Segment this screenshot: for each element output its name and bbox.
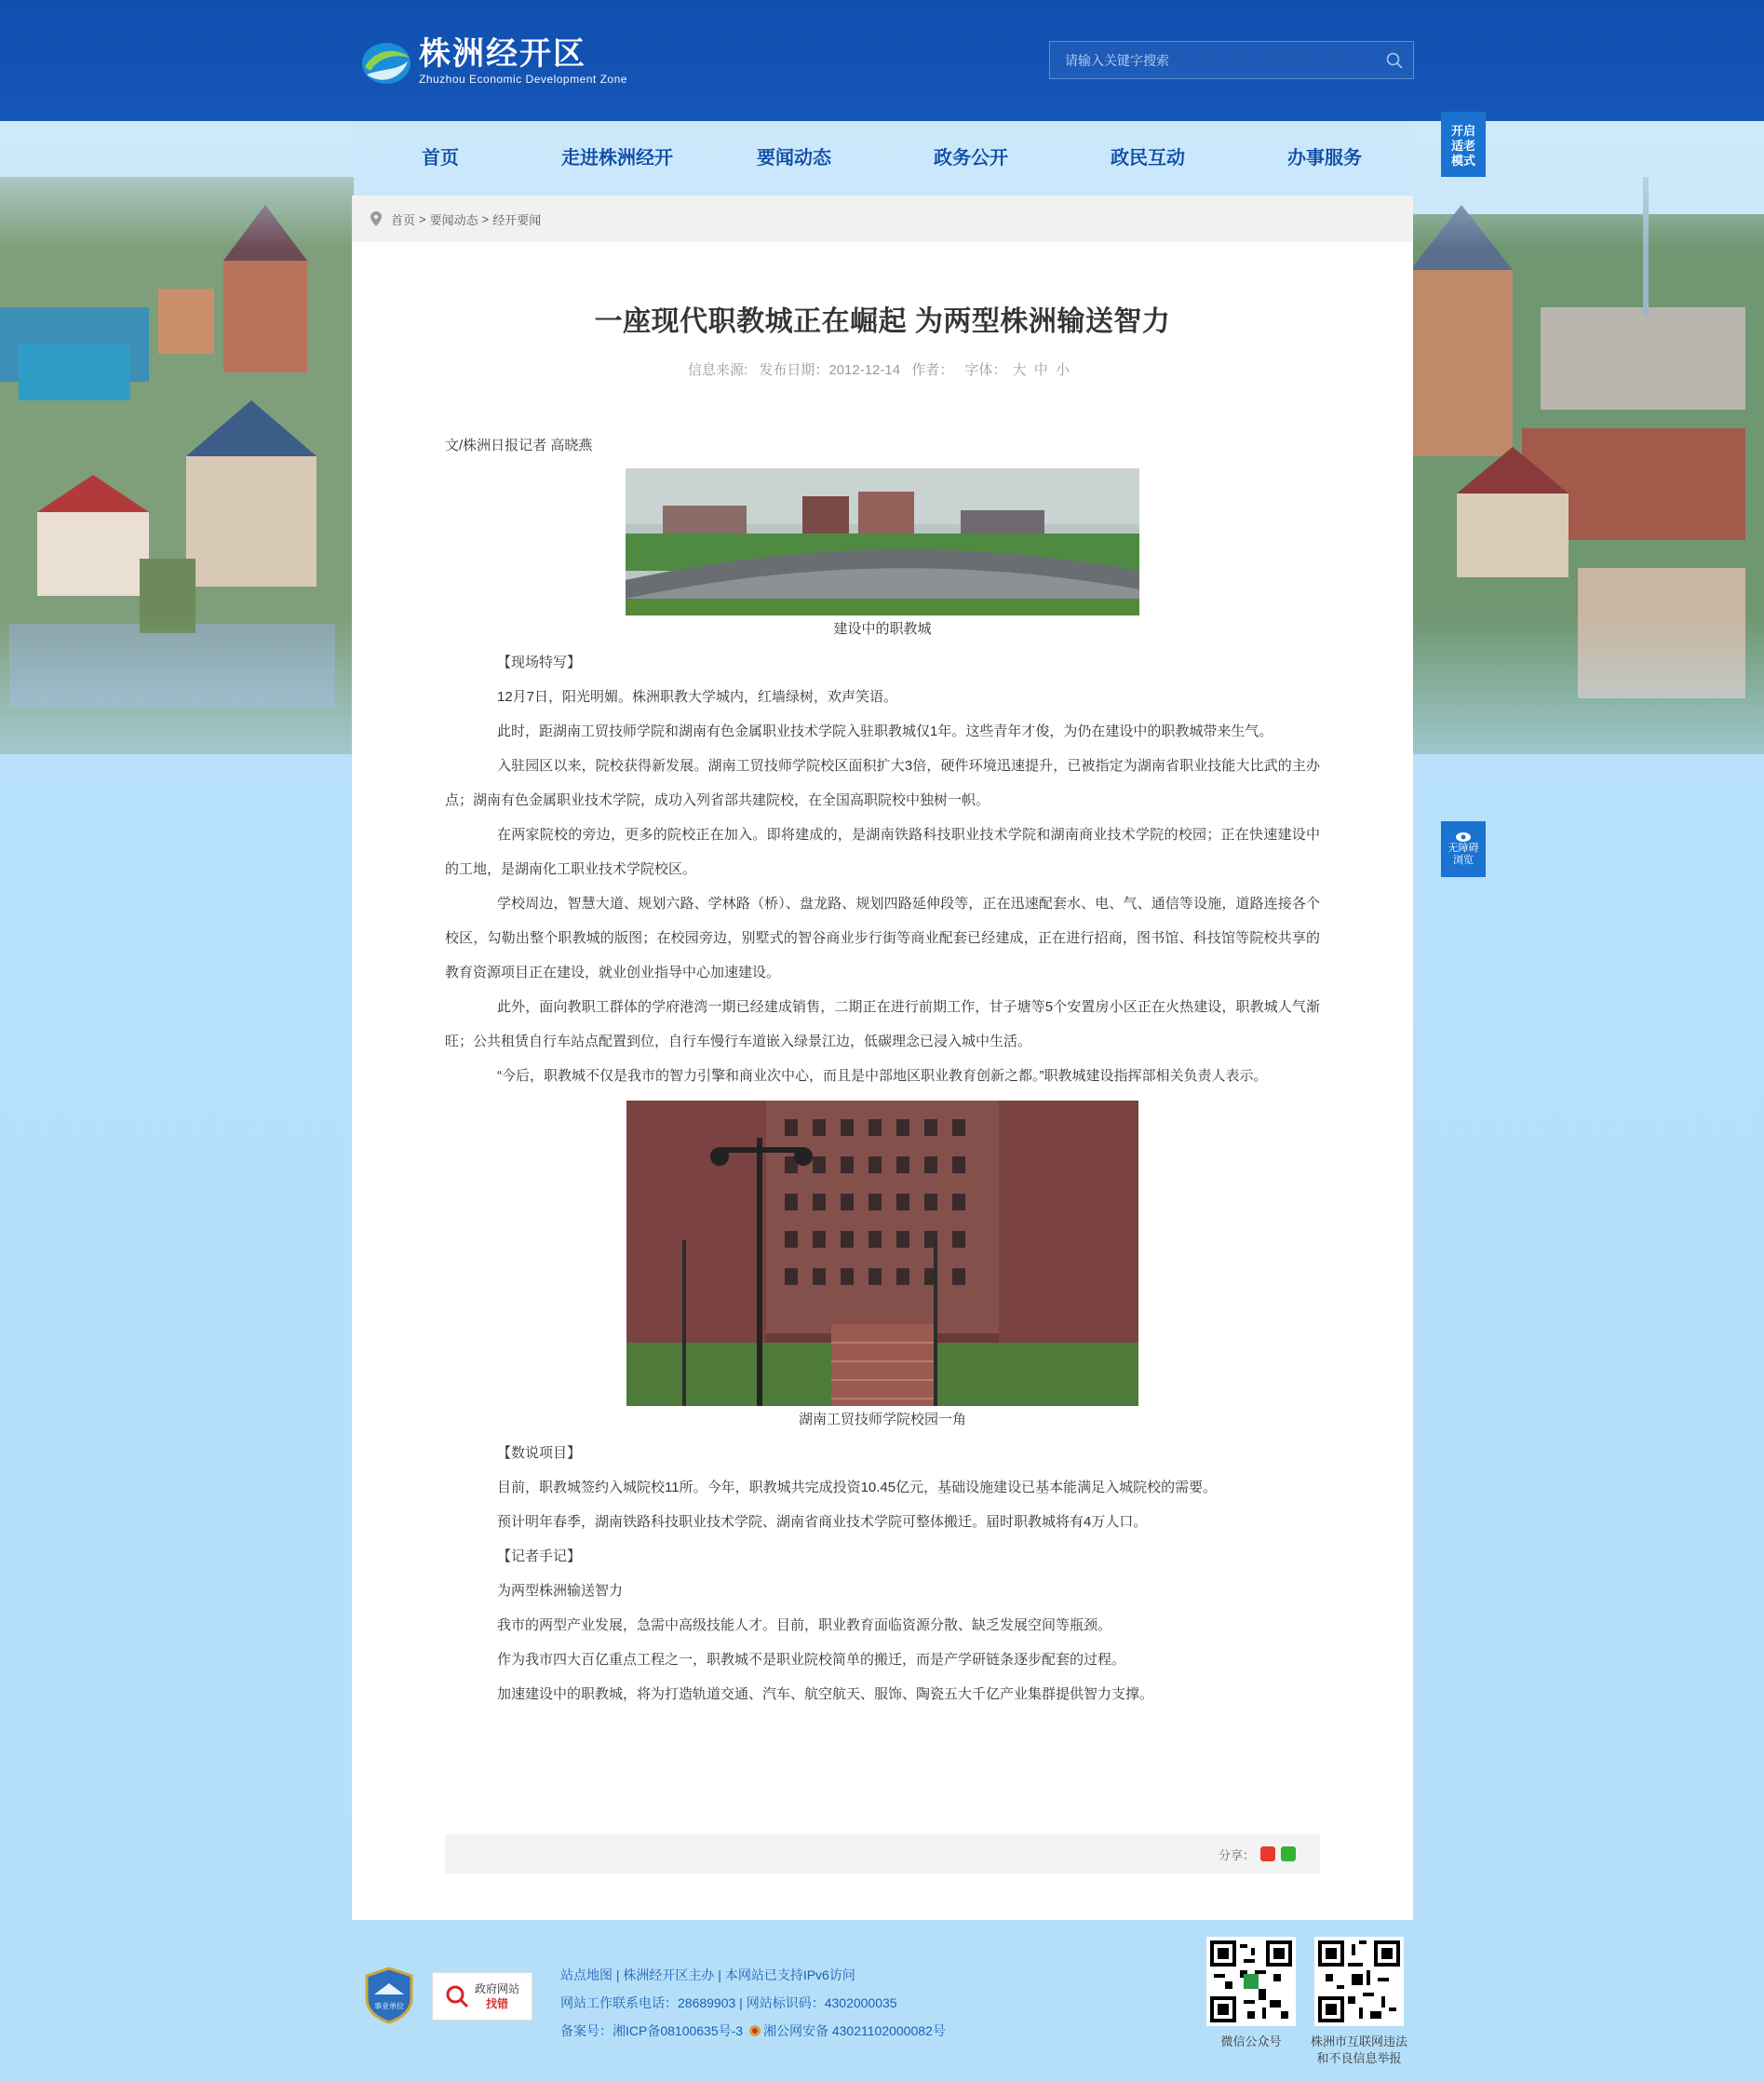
report-qr-code xyxy=(1314,1937,1404,2026)
breadcrumb xyxy=(352,196,1413,242)
paragraph: 预计明年春季，湖南铁路科技职业技术学院、湖南省商业技术学院可整体搬迁。届时职教城将有4万人口。 xyxy=(497,1514,1148,1530)
police-emblem-icon xyxy=(748,2024,761,2037)
article-panel xyxy=(352,196,1413,1920)
footer-contact-row: 网站工作联系电话：28689903 | 网站标识码：4302000035 xyxy=(560,1995,897,2010)
police-record[interactable]: 湘公网安备 43021102000082号 xyxy=(762,2023,946,2038)
article-byline: 文/株洲日报记者 高晓燕 xyxy=(445,438,593,453)
nav-news[interactable]: 要闻动态 xyxy=(757,148,831,169)
paragraph: 【记者手记】 xyxy=(497,1548,582,1564)
nav-about[interactable]: 走进株洲经开 xyxy=(561,148,673,169)
accessibility-button[interactable] xyxy=(1441,821,1486,877)
figure-2 xyxy=(445,1101,1320,1434)
paragraph: 【数说项目】 xyxy=(497,1445,582,1461)
paragraph: 学校周边，智慧大道、规划六路、学林路（桥）、盘龙路、规划四路延伸段等，正在迅速配套水、电、气、通信等设施，道路连接各个校区，勾勒出整个职教城的版图；在校园旁边，别墅式的智谷商业步行街等商业配套已经建成，正在进行招商，图书馆、科技馆等院校共享的教育资源项目正在建设，就业创业指导中心加速建设。 xyxy=(445,896,1320,980)
main-nav xyxy=(352,138,1413,179)
paragraph: 此外，面向教职工群体的学府港湾一期已经建成销售，二期正在进行前期工作，甘子塘等5个安置房小区正在火热建设，职教城人气渐旺；公共租赁自行车站点配置到位，自行车慢行车道嵌入绿景江边，低碳理念已浸入城中生活。 xyxy=(445,999,1320,1049)
paragraph: 入驻园区以来，院校获得新发展。湖南工贸技师学院校区面积扩大3倍，硬件环境迅速提升，已被指定为湖南省职业技能大比武的主办点；湖南有色金属职业技术学院，成功入列省部共建院校，在全国高职院校中独树一帜。 xyxy=(445,758,1320,808)
weibo-share-icon[interactable] xyxy=(1260,1846,1275,1861)
location-pin-icon xyxy=(370,211,382,226)
site-logo[interactable] xyxy=(359,34,627,89)
badge1-text: 事业单位 xyxy=(374,2002,404,2010)
scenery-left-image xyxy=(0,121,354,829)
breadcrumb-home[interactable]: 首页 xyxy=(391,212,416,227)
figure-1-caption: 建设中的职教城 xyxy=(833,621,932,637)
footer-info xyxy=(560,1961,946,2045)
paragraph: 在两家院校的旁边，更多的院校正在加入。即将建成的，是湖南铁路科技职业技术学院和湖南商业技术学院的校园；正在快速建设中的工地，是湖南化工职业技术学院校区。 xyxy=(445,827,1320,877)
figure-2-caption: 湖南工贸技师学院校园一角 xyxy=(798,1412,966,1427)
font-size-medium[interactable]: 中 xyxy=(1033,362,1048,378)
report-qr-label xyxy=(1299,2034,1419,2067)
site-footer xyxy=(0,1920,1764,2082)
eye-icon xyxy=(1455,831,1472,843)
breadcrumb-separator: > xyxy=(419,211,426,226)
elder-mode-label-3: 模式 xyxy=(1450,154,1475,168)
paragraph: 我市的两型产业发展，急需中高级技能人才。目前，职业教育面临资源分散、缺乏发展空间等瓶颈。 xyxy=(497,1617,1112,1633)
meta-source: 信息来源: xyxy=(687,362,748,378)
search-box xyxy=(1049,41,1414,79)
footer-record-row xyxy=(560,2017,946,2045)
paragraph: 为两型株洲输送智力 xyxy=(497,1583,624,1599)
meta-date: 发布日期：2012-12-14 xyxy=(759,362,901,378)
logo-english-name: Zhuzhou Economic Development Zone xyxy=(419,73,627,86)
search-input[interactable] xyxy=(1050,42,1376,78)
article-body xyxy=(445,428,1320,1711)
paragraph: “今后，职教城不仅是我市的智力引擎和商业次中心，而且是中部地区职业教育创新之都。”职教城建设指挥部相关负责人表示。 xyxy=(497,1068,1268,1084)
meta-font-label: 字体： xyxy=(964,362,1007,378)
vocational-city-photo xyxy=(626,468,1139,615)
paragraph: 作为我市四大百亿重点工程之一，职教城不是职业院校简单的搬迁，而是产学研链条逐步配套的过程。 xyxy=(497,1652,1126,1668)
report-qr-label-line1: 株洲市互联网违法 xyxy=(1310,2035,1407,2048)
wechat-qr-code xyxy=(1206,1937,1296,2026)
logo-chinese-name: 株洲经开区 xyxy=(419,36,586,72)
site-header xyxy=(0,0,1764,121)
share-bar xyxy=(445,1834,1320,1873)
badge2-line2: 找错 xyxy=(485,1997,508,2010)
nav-services[interactable]: 办事服务 xyxy=(1287,148,1362,169)
paragraph: 【现场特写】 xyxy=(497,655,582,670)
wechat-qr-label: 微信公众号 xyxy=(1220,2035,1282,2048)
breadcrumb-current[interactable]: 经开要闻 xyxy=(492,212,542,227)
font-size-small[interactable]: 小 xyxy=(1055,362,1070,378)
report-qr-label-line2: 和不良信息举报 xyxy=(1316,2051,1402,2065)
font-size-large[interactable]: 大 xyxy=(1012,362,1027,378)
accessibility-label-2: 浏览 xyxy=(1453,855,1474,866)
logo-icon xyxy=(359,34,413,89)
badge2-line1: 政府网站 xyxy=(474,1982,519,1995)
breadcrumb-separator: > xyxy=(481,211,490,226)
nav-gov-affairs[interactable]: 政务公开 xyxy=(934,148,1008,169)
paragraph: 此时，距湖南工贸技师学院和湖南有色金属职业技术学院入驻职教城仅1年。这些青年才俊，为仍在建设中的职教城带来生气。 xyxy=(497,723,1273,739)
nav-home[interactable]: 首页 xyxy=(422,148,459,169)
scenery-right-image xyxy=(1410,121,1764,829)
footer-links-row[interactable]: 站点地图 | 株洲经开区主办 | 本网站已支持IPv6访问 xyxy=(560,1967,855,1982)
elder-mode-label-1: 开启 xyxy=(1450,124,1475,138)
elder-mode-button[interactable] xyxy=(1441,112,1486,177)
paragraph: 目前，职教城签约入城院校11所。今年，职教城共完成投资10.45亿元，基础设施建设已基本能满足入城院校的需要。 xyxy=(497,1480,1218,1495)
nav-interaction[interactable]: 政民互动 xyxy=(1111,148,1185,169)
article-title: 一座现代职教城正在崛起 为两型株洲输送智力 xyxy=(594,306,1171,337)
wechat-share-icon[interactable] xyxy=(1281,1846,1296,1861)
search-icon[interactable] xyxy=(1376,42,1413,79)
campus-photo xyxy=(626,1101,1138,1406)
meta-author: 作者： xyxy=(911,362,954,378)
breadcrumb-news[interactable]: 要闻动态 xyxy=(429,212,478,227)
article-meta xyxy=(352,359,1413,379)
figure-1 xyxy=(445,468,1320,643)
icp-record[interactable]: 备案号：湘ICP备08100635号-3 xyxy=(560,2023,744,2038)
share-label: 分享： xyxy=(1218,1847,1255,1862)
gov-site-error-report-badge[interactable] xyxy=(432,1972,532,2021)
paragraph: 12月7日，阳光明媚。株洲职教大学城内，红墙绿树，欢声笑语。 xyxy=(497,689,898,705)
public-institution-badge[interactable] xyxy=(365,1967,413,2024)
magnifier-icon xyxy=(445,1984,469,2008)
accessibility-label-1: 无障碍 xyxy=(1448,843,1479,854)
elder-mode-label-2: 适老 xyxy=(1450,139,1475,153)
paragraph: 加速建设中的职教城，将为打造轨道交通、汽车、航空航天、服饰、陶瓷五大千亿产业集群提供智力支撑。 xyxy=(497,1686,1154,1702)
